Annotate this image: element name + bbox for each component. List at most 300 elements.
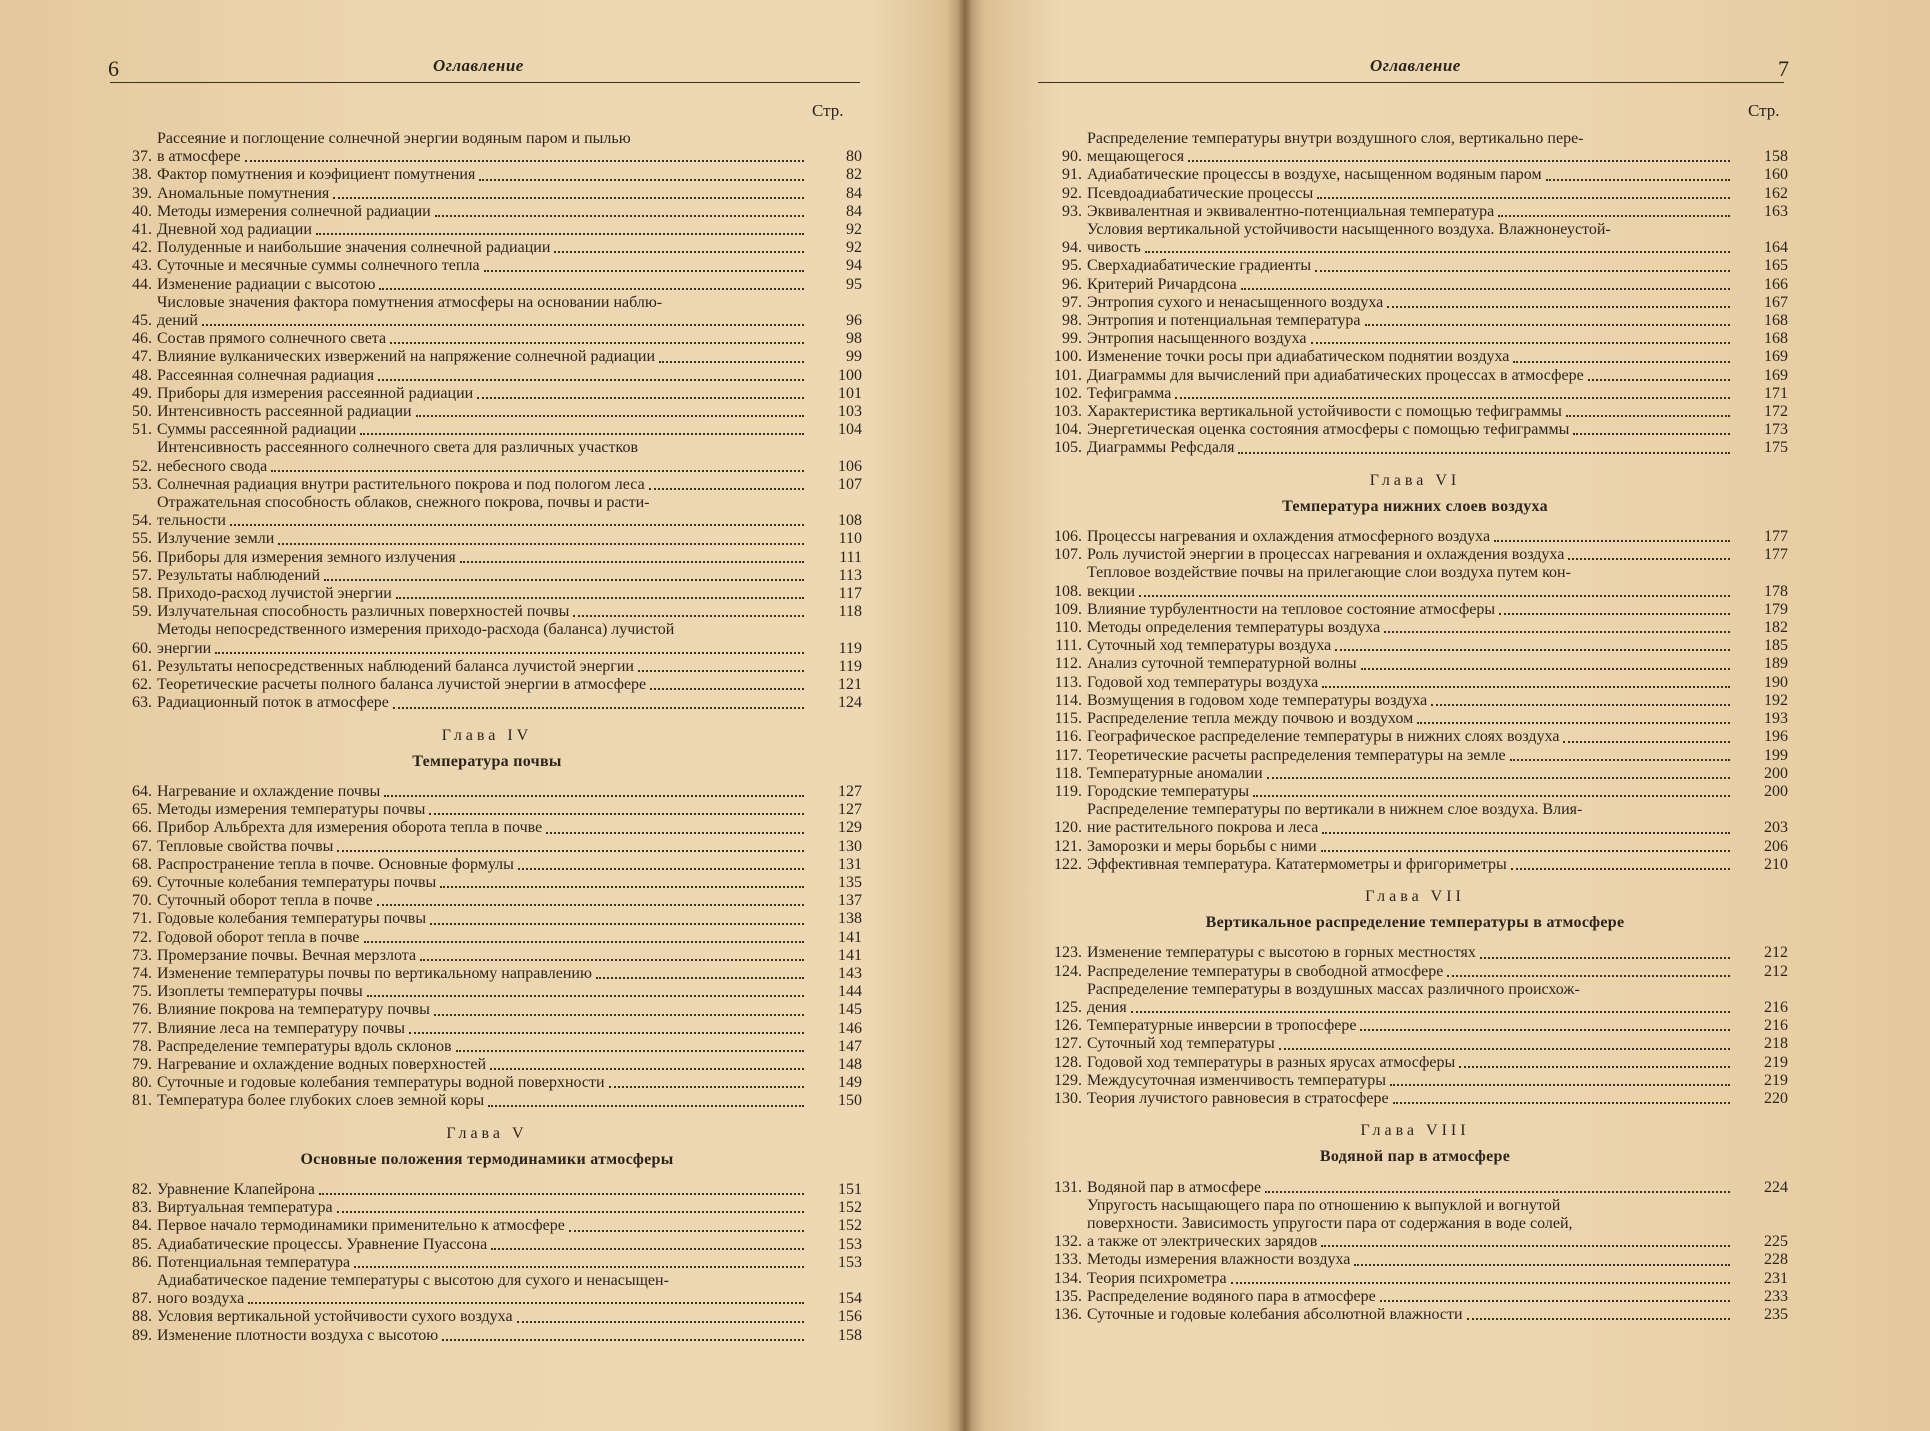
entry-title-wrap: [1087, 221, 1748, 257]
toc-entry[interactable]: [112, 330, 862, 348]
entry-number: 129.: [1054, 1071, 1082, 1089]
entry-title: Радиационный поток в атмосфере: [157, 694, 389, 712]
toc-entry[interactable]: [112, 1038, 862, 1056]
leader-dots: [230, 524, 804, 526]
entry-title-line: [1087, 1197, 1734, 1215]
toc-entry[interactable]: [112, 257, 862, 275]
entry-title-line: [157, 148, 808, 166]
toc-entry[interactable]: [112, 983, 862, 1001]
toc-entry[interactable]: [112, 1236, 862, 1254]
entry-number: 56.: [132, 548, 152, 566]
toc-entry[interactable]: [1042, 963, 1788, 981]
entry-title-wrap: [1087, 601, 1748, 619]
entry-title: Суточные и годовые колебания абсолютной влажности: [1087, 1305, 1463, 1323]
toc-entry[interactable]: [112, 801, 862, 819]
entry-title-line: [1087, 239, 1734, 257]
toc-entry[interactable]: [1042, 294, 1788, 312]
entry-title-wrap: [157, 694, 822, 712]
toc-entry[interactable]: [1042, 1270, 1788, 1288]
toc-entry[interactable]: [112, 421, 862, 439]
toc-entry[interactable]: [112, 1199, 862, 1217]
toc-entry[interactable]: [112, 239, 862, 257]
entry-title: Процессы нагревания и охлаждения атмосферного воздуха: [1087, 528, 1491, 546]
entry-title: Характеристика вертикальной устойчивости с помощью тефиграммы: [1087, 403, 1562, 421]
entry-page: 206: [1764, 837, 1788, 855]
entry-title-wrap: [157, 567, 822, 585]
leader-dots: [546, 832, 804, 834]
toc-entry[interactable]: [112, 385, 862, 403]
toc-entry[interactable]: [1042, 257, 1788, 275]
running-head: Оглавление: [1370, 56, 1461, 75]
leader-dots: [1566, 415, 1730, 417]
entry-page: 212: [1764, 944, 1788, 962]
entry-page: 158: [838, 1326, 862, 1344]
entry-number: 75.: [132, 983, 152, 1001]
toc-entry[interactable]: [1042, 439, 1788, 457]
entry-title: Температура более глубоких слоев земной коры: [157, 1092, 485, 1110]
header-rule: [110, 82, 860, 83]
toc-entry[interactable]: [112, 1327, 862, 1345]
right-page: [970, 0, 1930, 1431]
toc-entry[interactable]: [1042, 1054, 1788, 1072]
entry-number: 126.: [1054, 1017, 1082, 1035]
entry-number: 60.: [132, 639, 152, 657]
toc-entry[interactable]: [112, 185, 862, 203]
toc-entry[interactable]: [1042, 185, 1788, 203]
entry-page: 98: [846, 330, 862, 348]
toc-entry[interactable]: [1042, 367, 1788, 385]
entry-number: 48.: [132, 366, 152, 384]
entry-page: 200: [1764, 764, 1788, 782]
leader-dots: [484, 270, 804, 272]
entry-title-wrap: [1087, 856, 1748, 874]
toc-entry[interactable]: [1042, 1197, 1788, 1252]
entry-number: 89.: [132, 1326, 152, 1344]
entry-title: Солнечная радиация внутри растительного покрова и под пологом леса: [157, 475, 645, 493]
entry-title-wrap: [1087, 528, 1748, 546]
toc-entry[interactable]: [1042, 765, 1788, 783]
leader-dots: [456, 1050, 804, 1052]
entry-title-wrap: [157, 203, 822, 221]
entry-number: 97.: [1062, 293, 1082, 311]
entry-title-wrap: [1087, 1197, 1748, 1252]
toc-entry[interactable]: [112, 929, 862, 947]
entry-number: 53.: [132, 475, 152, 493]
entry-number: 110.: [1054, 619, 1082, 637]
entry-page: 152: [838, 1217, 862, 1235]
entry-number: 108.: [1054, 582, 1082, 600]
toc-entry[interactable]: [1042, 348, 1788, 366]
toc-entry[interactable]: [1042, 1017, 1788, 1035]
page-column-label: Стр.: [1748, 101, 1780, 120]
leader-dots: [1321, 1245, 1730, 1247]
toc-entry[interactable]: [112, 476, 862, 494]
entry-title: Интенсивность рассеянного солнечного света для различных участков: [157, 439, 639, 457]
entry-title: Суточные и месячные суммы солнечного тепла: [157, 257, 480, 275]
entry-number: 57.: [132, 566, 152, 584]
leader-dots: [1511, 868, 1730, 870]
left-page: [0, 0, 960, 1431]
toc-entry[interactable]: [112, 1001, 862, 1019]
toc-entry[interactable]: [112, 1181, 862, 1199]
toc-entry[interactable]: [1042, 528, 1788, 546]
leader-dots: [491, 1248, 804, 1250]
toc-entry[interactable]: [112, 530, 862, 548]
entry-page: 190: [1764, 673, 1788, 691]
entry-number: 64.: [132, 782, 152, 800]
entry-title: Междусуточная изменчивость температуры: [1087, 1071, 1387, 1089]
toc-entry[interactable]: [112, 1308, 862, 1326]
entry-title-line: [157, 1272, 808, 1290]
entry-title-line: [1087, 999, 1734, 1017]
entry-page: 143: [838, 964, 862, 982]
entry-title-wrap: [157, 1092, 822, 1110]
entry-title-wrap: [1087, 944, 1748, 962]
entry-title-wrap: [157, 983, 822, 1001]
entry-title: Диаграммы Рефсдаля: [1087, 439, 1235, 457]
entry-page: 152: [838, 1199, 862, 1217]
entry-page: 200: [1764, 782, 1788, 800]
entry-title-wrap: [157, 257, 822, 275]
toc-entry[interactable]: [1042, 655, 1788, 673]
toc-entry[interactable]: [1042, 856, 1788, 874]
entry-page: 185: [1764, 637, 1788, 655]
toc-entry[interactable]: [112, 221, 862, 239]
toc-entry[interactable]: [1042, 1251, 1788, 1269]
entry-title: Заморозки и меры борьбы с ними: [1087, 837, 1317, 855]
toc-entry[interactable]: [112, 603, 862, 621]
toc-entry[interactable]: [1042, 546, 1788, 564]
entry-page: 124: [838, 694, 862, 712]
leader-dots: [430, 923, 804, 925]
entry-title: Упругость насыщающего пара по отношению к выпуклой и вогнутой: [1087, 1196, 1561, 1214]
entry-number: 50.: [132, 403, 152, 421]
toc-entry[interactable]: [112, 694, 862, 712]
entry-number: 134.: [1054, 1269, 1082, 1287]
entry-page: 145: [838, 1001, 862, 1019]
entry-title: Суточные и годовые колебания температуры водной поверхности: [157, 1074, 605, 1092]
entry-title-line: [157, 312, 808, 330]
entry-title-wrap: [1087, 367, 1748, 385]
page-number: 6: [108, 56, 119, 81]
entry-title: Аномальные помутнения: [157, 184, 330, 202]
leader-dots: [596, 977, 804, 979]
entry-title: Распределение водяного пара в атмосфере: [1087, 1287, 1376, 1305]
toc-entry[interactable]: [1042, 944, 1788, 962]
entry-title: Состав прямого солнечного света: [157, 330, 387, 348]
entry-title: Возмущения в годовом ходе температуры воздуха: [1087, 691, 1428, 709]
entry-number: 85.: [132, 1235, 152, 1253]
toc-entry[interactable]: [112, 819, 862, 837]
entry-title: Энтропия сухого и ненасыщенного воздуха: [1087, 293, 1384, 311]
entry-title: Изменение плотности воздуха с высотою: [157, 1326, 439, 1344]
entry-number: 39.: [132, 184, 152, 202]
entry-title-wrap: [157, 1074, 822, 1092]
entry-number: 86.: [132, 1253, 152, 1271]
entry-title-wrap: [157, 403, 822, 421]
entry-title-wrap: [157, 494, 822, 530]
leader-dots: [1393, 1102, 1730, 1104]
entry-title: Потенциальная температура: [157, 1253, 351, 1271]
entry-title: Годовой ход температуры воздуха: [1087, 673, 1319, 691]
entry-number: 41.: [132, 221, 152, 239]
entry-title-wrap: [1087, 1270, 1748, 1288]
entry-title-wrap: [1087, 1017, 1748, 1035]
entry-number: 106.: [1054, 528, 1082, 546]
entry-number: 70.: [132, 892, 152, 910]
toc-entry[interactable]: [1042, 674, 1788, 692]
toc-entry[interactable]: [1042, 801, 1788, 837]
entry-title: Распространение тепла в почве. Основные формулы: [157, 855, 514, 873]
toc-entry[interactable]: [112, 621, 862, 657]
toc-entry[interactable]: [1042, 981, 1788, 1017]
entry-page: 228: [1764, 1251, 1788, 1269]
toc-entry[interactable]: [112, 1217, 862, 1235]
entry-title-wrap: [1087, 637, 1748, 655]
entry-number: 88.: [132, 1308, 152, 1326]
entry-title-wrap: [1087, 1179, 1748, 1197]
entry-title: Адиабатические процессы. Уравнение Пуассона: [157, 1235, 488, 1253]
entry-page: 178: [1764, 582, 1788, 600]
toc-entry[interactable]: [1042, 1306, 1788, 1324]
entry-title: ние растительного покрова и леса: [1087, 819, 1319, 837]
entry-page: 151: [838, 1180, 862, 1198]
toc-entry[interactable]: [112, 1272, 862, 1308]
entry-title-wrap: [1087, 439, 1748, 457]
entry-page: 168: [1764, 330, 1788, 348]
toc-entry[interactable]: [1042, 564, 1788, 600]
leader-dots: [393, 707, 804, 709]
leader-dots: [1573, 433, 1730, 435]
toc-entry[interactable]: [1042, 601, 1788, 619]
entry-number: 63.: [132, 694, 152, 712]
leader-dots: [1139, 595, 1730, 597]
leader-dots: [429, 813, 804, 815]
toc-entry[interactable]: [1042, 312, 1788, 330]
entry-page: 106: [838, 457, 862, 475]
toc-entry[interactable]: [112, 1254, 862, 1272]
entry-title: Распределение тепла между почвою и воздухом: [1087, 710, 1414, 728]
entry-title: в атмосфере: [157, 148, 241, 166]
toc-entry[interactable]: [112, 494, 862, 530]
entry-number: 43.: [132, 257, 152, 275]
entry-title: Городские температуры: [1087, 782, 1250, 800]
entry-number: 68.: [132, 855, 152, 873]
entry-page: 137: [838, 892, 862, 910]
running-head: Оглавление: [433, 56, 524, 75]
entry-number: 103.: [1054, 403, 1082, 421]
toc-entry[interactable]: [112, 676, 862, 694]
entry-title-line: [157, 1290, 808, 1308]
toc-entry[interactable]: [1042, 692, 1788, 710]
toc-entry[interactable]: [1042, 276, 1788, 294]
entry-page: 148: [838, 1055, 862, 1073]
toc-entry[interactable]: [112, 947, 862, 965]
toc-entry[interactable]: [112, 892, 862, 910]
toc-entry[interactable]: [112, 1092, 862, 1110]
entry-title: Отражательная способность облаков, снежного покрова, почвы и расти-: [157, 494, 650, 512]
entry-number: 79.: [132, 1055, 152, 1073]
leader-dots: [1494, 540, 1730, 542]
entry-title-wrap: [1087, 203, 1748, 221]
toc-entry[interactable]: [112, 1074, 862, 1092]
leader-dots: [1279, 1048, 1730, 1050]
entry-number: 135.: [1054, 1287, 1082, 1305]
leader-dots: [1360, 1029, 1730, 1031]
entry-title: Результаты наблюдений: [157, 566, 321, 584]
leader-dots: [337, 1211, 804, 1213]
leader-dots: [1417, 722, 1730, 724]
toc-entry[interactable]: [112, 294, 862, 330]
toc-entry[interactable]: [1042, 838, 1788, 856]
entry-title: Тепловое воздействие почвы на прилегающие слои воздуха путем кон-: [1087, 564, 1571, 582]
entry-page: 196: [1764, 728, 1788, 746]
toc-entry[interactable]: [1042, 1090, 1788, 1108]
toc-entry[interactable]: [112, 567, 862, 585]
entry-number: 58.: [132, 585, 152, 603]
entry-number: 101.: [1054, 366, 1082, 384]
toc-entry[interactable]: [112, 856, 862, 874]
entry-title: Годовой ход температуры в разных ярусах атмосферы: [1087, 1053, 1456, 1071]
entry-number: 42.: [132, 239, 152, 257]
toc-entry[interactable]: [112, 1056, 862, 1074]
entry-title-wrap: [157, 385, 822, 403]
entry-title: Критерий Ричардсона: [1087, 275, 1237, 293]
entry-number: 87.: [132, 1290, 152, 1308]
entry-title-wrap: [1087, 185, 1748, 203]
entry-page: 100: [838, 366, 862, 384]
toc-entry[interactable]: [1042, 1288, 1788, 1306]
leader-dots: [367, 995, 804, 997]
leader-dots: [1321, 850, 1730, 852]
entry-title-wrap: [1087, 1288, 1748, 1306]
entry-page: 118: [838, 603, 862, 621]
entry-page: 94: [846, 257, 862, 275]
toc-entry[interactable]: [112, 1020, 862, 1038]
entry-page: 129: [838, 819, 862, 837]
toc-entry[interactable]: [1042, 130, 1788, 166]
toc-entry[interactable]: [112, 965, 862, 983]
entry-title-wrap: [1087, 801, 1748, 837]
toc-entry[interactable]: [112, 276, 862, 294]
toc-entry[interactable]: [112, 130, 862, 166]
entry-title-wrap: [157, 838, 822, 856]
toc-entry[interactable]: [1042, 385, 1788, 403]
entry-number: 55.: [132, 530, 152, 548]
toc-entry[interactable]: [112, 658, 862, 676]
entry-title-wrap: [1087, 330, 1748, 348]
entry-page: 150: [838, 1092, 862, 1110]
toc-entry[interactable]: [112, 403, 862, 421]
toc-entry[interactable]: [1042, 421, 1788, 439]
entry-title-line: [1087, 819, 1734, 837]
toc-entry[interactable]: [1042, 710, 1788, 728]
toc-entry[interactable]: [1042, 1072, 1788, 1090]
toc-entry[interactable]: [112, 348, 862, 366]
entry-number: 78.: [132, 1037, 152, 1055]
toc-entry[interactable]: [1042, 637, 1788, 655]
leader-dots: [1267, 777, 1730, 779]
toc-entry[interactable]: [112, 203, 862, 221]
entry-title-wrap: [157, 856, 822, 874]
entry-title-wrap: [157, 819, 822, 837]
toc-entry[interactable]: [112, 549, 862, 567]
toc-entry[interactable]: [1042, 166, 1788, 184]
toc-entry[interactable]: [112, 874, 862, 892]
toc-entry[interactable]: [1042, 221, 1788, 257]
entry-title-wrap: [1087, 963, 1748, 981]
leader-dots: [518, 868, 804, 870]
toc-entry[interactable]: [1042, 330, 1788, 348]
entry-page: 192: [1764, 691, 1788, 709]
toc-entry[interactable]: [1042, 747, 1788, 765]
toc-entry[interactable]: [1042, 619, 1788, 637]
toc-entry[interactable]: [1042, 728, 1788, 746]
entry-number: 37.: [132, 148, 152, 166]
entry-title: Приборы для измерения рассеянной радиации: [157, 384, 474, 402]
toc-entry[interactable]: [1042, 203, 1788, 221]
entry-page: 179: [1764, 600, 1788, 618]
header-rule: [1038, 82, 1784, 83]
entry-page: 95: [846, 275, 862, 293]
toc-entry[interactable]: [112, 439, 862, 475]
toc-entry[interactable]: [1042, 1179, 1788, 1197]
entry-page: 82: [846, 166, 862, 184]
entry-number: 102.: [1054, 384, 1082, 402]
toc-entry[interactable]: [1042, 783, 1788, 801]
toc-entry[interactable]: [112, 838, 862, 856]
entry-title: небесного свода: [157, 457, 268, 475]
entry-title-line: [1087, 148, 1734, 166]
entry-title-wrap: [157, 1038, 822, 1056]
entry-page: 177: [1764, 528, 1788, 546]
entry-title: Роль лучистой энергии в процессах нагревания и охлаждения воздуха: [1087, 546, 1565, 564]
entry-title: Географическое распределение температуры в нижних слоях воздуха: [1087, 728, 1560, 746]
entry-number: 59.: [132, 603, 152, 621]
leader-dots: [384, 795, 804, 797]
leader-dots: [1315, 270, 1730, 272]
toc-entry[interactable]: [112, 367, 862, 385]
entry-title-wrap: [1087, 257, 1748, 275]
toc-entry[interactable]: [112, 910, 862, 928]
toc-entry[interactable]: [1042, 1035, 1788, 1053]
entry-title: Распределение температуры внутри воздушного слоя, вертикально пере-: [1087, 130, 1584, 147]
entry-title-wrap: [1087, 1035, 1748, 1053]
entry-title: Методы измерения влажности воздуха: [1087, 1251, 1351, 1269]
entry-title: Методы непосредственного измерения приходо-расхода (баланса) лучистой: [157, 621, 675, 639]
entry-title: Методы измерения температуры почвы: [157, 801, 426, 819]
entry-title-line: [157, 294, 808, 312]
entry-number: 120.: [1054, 819, 1082, 837]
entry-page: 141: [838, 946, 862, 964]
entry-title-wrap: [157, 421, 822, 439]
toc-entry[interactable]: [112, 585, 862, 603]
entry-title: Излучение земли: [157, 530, 275, 548]
entry-page: 96: [846, 312, 862, 330]
entry-number: 94.: [1062, 239, 1082, 257]
entry-page: 165: [1764, 257, 1788, 275]
leader-dots: [1390, 1084, 1730, 1086]
entry-title: Рассеянная солнечная радиация: [157, 366, 375, 384]
entry-title-wrap: [157, 1001, 822, 1019]
entry-page: 135: [838, 873, 862, 891]
toc-entry[interactable]: [112, 783, 862, 801]
toc-entry[interactable]: [1042, 403, 1788, 421]
entry-page: 171: [1764, 384, 1788, 402]
entry-title-wrap: [157, 910, 822, 928]
entry-number: 119.: [1054, 782, 1082, 800]
toc-entry[interactable]: [112, 166, 862, 184]
